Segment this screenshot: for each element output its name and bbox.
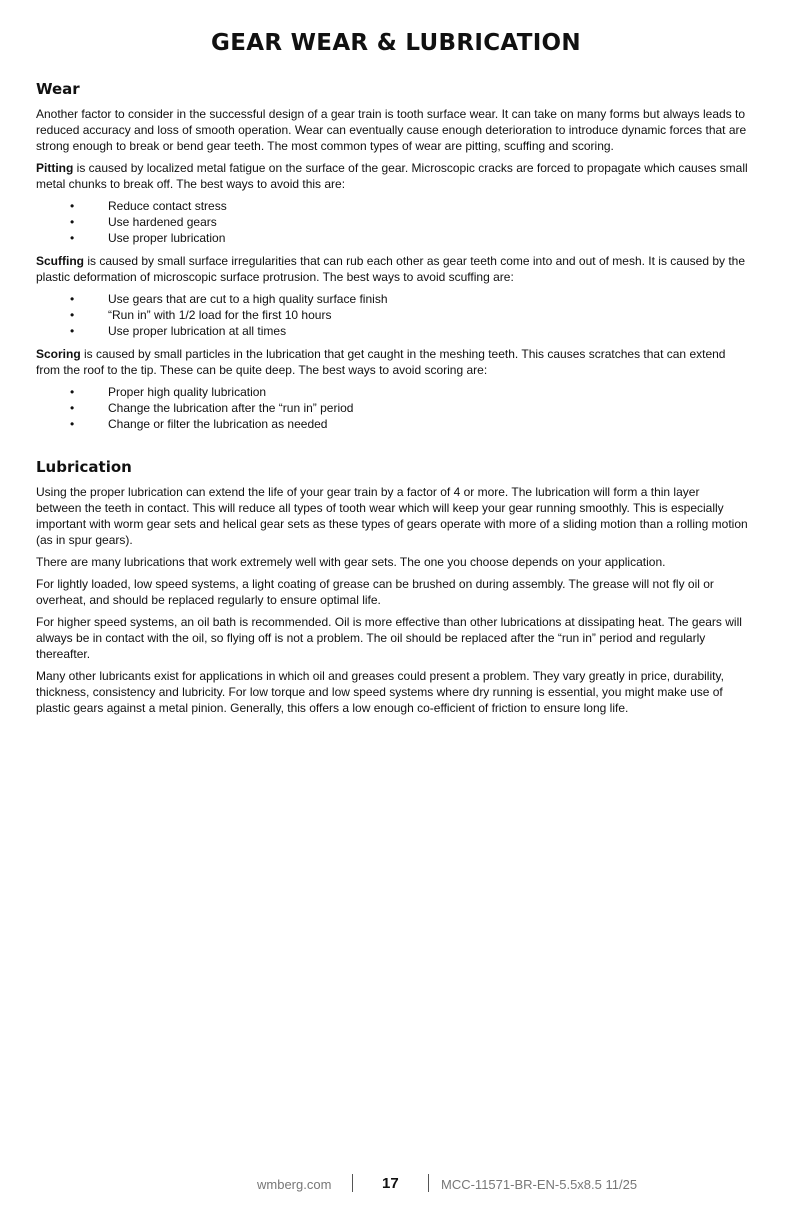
list-item-text: Use gears that are cut to a high quality surface finish <box>108 292 388 306</box>
document-code: MCC-11571-BR-EN-5.5x8.5 11/25 <box>441 1177 638 1192</box>
list-item <box>36 198 748 214</box>
wear-intro-paragraph: Another factor to consider in the successful design of a gear train is tooth surface wear. It can take on many forms but always leads to reduced accuracy and loss of smooth operation. Wear can eventually cause enough deterioration to introduce dynamic forces that are strong enough to break or bend gear teeth. The most common types of wear are pitting, scuffing and scoring. <box>36 107 747 153</box>
bullet-icon: • <box>70 417 75 431</box>
bullet-icon: • <box>70 231 75 245</box>
list-item <box>36 307 748 323</box>
bullet-icon: • <box>70 385 75 399</box>
list-item-text: Reduce contact stress <box>108 199 227 213</box>
page-title: GEAR WEAR & LUBRICATION <box>211 30 581 56</box>
list-item-text: Change the lubrication after the “run in” period <box>108 401 354 415</box>
bullet-icon: • <box>70 199 75 213</box>
scuffing-text: is caused by small surface irregularities that can rub each other as gear teeth come into and out of mesh. It is caused by the plastic deformation of microscopic surface protrusion. The best ways to avoid scuffing are: <box>36 254 746 284</box>
list-item-text: Use hardened gears <box>108 215 217 229</box>
list-item-text: Proper high quality lubrication <box>108 385 267 399</box>
page-number: 17 <box>382 1175 399 1192</box>
scoring-paragraph <box>36 346 748 378</box>
footer-divider <box>428 1174 429 1192</box>
footer-website-link[interactable]: wmberg.com <box>257 1177 332 1192</box>
pitting-term: Pitting <box>36 161 74 175</box>
list-item <box>36 416 748 432</box>
list-item-text: Use proper lubrication <box>108 231 226 245</box>
lubrication-paragraph: For higher speed systems, an oil bath is recommended. Oil is more effective than other lubrications at dissipating heat. The gears will always be in contact with the oil, so flying off is not a problem. The oil should be replaced after the “run in” period and regularly thereafter. <box>36 615 742 661</box>
scoring-bullet-list <box>36 384 748 432</box>
list-item <box>36 230 748 246</box>
scoring-term: Scoring <box>36 347 81 361</box>
scuffing-term: Scuffing <box>36 254 84 268</box>
list-item-text: Change or filter the lubrication as needed <box>108 417 328 431</box>
pitting-text: is caused by localized metal fatigue on the surface of the gear. Microscopic cracks are forced to propagate which causes small metal chunks to break off. The best ways to avoid this are: <box>36 161 748 191</box>
bullet-icon: • <box>70 308 75 322</box>
lubrication-paragraph: There are many lubrications that work extremely well with gear sets. The one you choose depends on your application. <box>36 555 666 569</box>
bullet-icon: • <box>70 292 75 306</box>
scoring-text: is caused by small particles in the lubrication that get caught in the meshing teeth. This causes scratches that can extend from the roof to the tip. These can be quite deep. The best ways to avoid scoring are: <box>36 347 726 377</box>
list-item <box>36 214 748 230</box>
page-footer <box>0 1174 792 1196</box>
scuffing-bullet-list <box>36 291 748 339</box>
page-content <box>36 80 748 722</box>
pitting-paragraph <box>36 160 748 192</box>
list-item <box>36 384 748 400</box>
footer-divider <box>352 1174 353 1192</box>
bullet-icon: • <box>70 401 75 415</box>
lubrication-heading: Lubrication <box>36 458 132 476</box>
list-item-text: Use proper lubrication at all times <box>108 324 287 338</box>
bullet-icon: • <box>70 324 75 338</box>
scuffing-paragraph <box>36 253 748 285</box>
lubrication-paragraph: Many other lubricants exist for applications in which oil and greases could present a problem. They vary greatly in price, durability, thickness, consistency and lubricity. For low torque and low speed systems where dry running is essential, you might make use of plastic gears against a metal pinion. Generally, this offers a low enough co-efficient of friction to ensure long life. <box>36 669 724 715</box>
list-item <box>36 291 748 307</box>
list-item-text: “Run in” with 1/2 load for the first 10 hours <box>108 308 332 322</box>
lubrication-paragraph: For lightly loaded, low speed systems, a light coating of grease can be brushed on during assembly. The grease will not fly oil or overheat, and should be replaced regularly to ensure optimal life. <box>36 577 714 607</box>
pitting-bullet-list <box>36 198 748 246</box>
wear-heading: Wear <box>36 80 80 98</box>
lubrication-paragraph: Using the proper lubrication can extend the life of your gear train by a factor of 4 or more. The lubrication will form a thin layer between the teeth in contact. This will reduce all types of tooth wear which will keep your gear running smoothly. This is especially important with worm gear sets and helical gear sets as these types of gears operate with more of a sliding motion than a rolling motion (as in spur gears). <box>36 485 748 547</box>
list-item <box>36 323 748 339</box>
list-item <box>36 400 748 416</box>
bullet-icon: • <box>70 215 75 229</box>
